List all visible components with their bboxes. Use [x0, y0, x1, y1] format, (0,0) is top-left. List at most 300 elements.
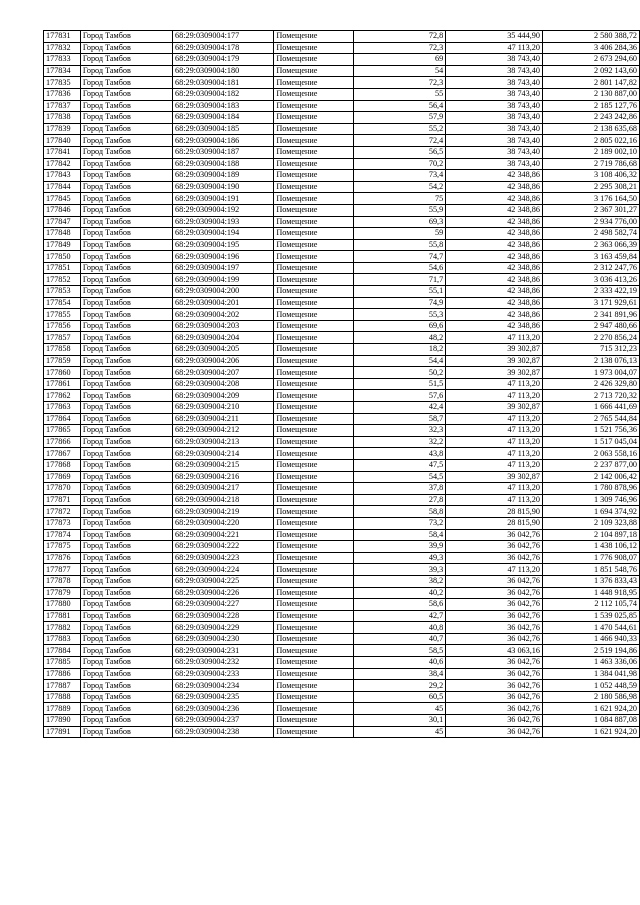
row-number-cell: 177875	[44, 541, 81, 553]
object-type-cell: Помещение	[274, 320, 353, 332]
row-number-cell: 177886	[44, 668, 81, 680]
cadastral-value-cell: 1 376 833,43	[542, 575, 639, 587]
table-row	[44, 135, 640, 147]
row-number-cell: 177870	[44, 483, 81, 495]
locality-cell: Город Тамбов	[80, 309, 172, 321]
cadastral-number-cell: 68:29:0309004:200	[173, 286, 274, 298]
area-cell: 73,4	[353, 170, 446, 182]
row-number-cell: 177860	[44, 367, 81, 379]
area-cell: 29,2	[353, 680, 446, 692]
locality-cell: Город Тамбов	[80, 100, 172, 112]
object-type-cell: Помещение	[274, 77, 353, 89]
locality-cell: Город Тамбов	[80, 715, 172, 727]
cadastral-value-cell: 1 621 924,20	[542, 726, 639, 738]
specific-value-cell: 42 348,86	[446, 251, 543, 263]
row-number-cell: 177833	[44, 54, 81, 66]
area-cell: 72,4	[353, 135, 446, 147]
object-type-cell: Помещение	[274, 552, 353, 564]
area-cell: 32,2	[353, 436, 446, 448]
locality-cell: Город Тамбов	[80, 610, 172, 622]
locality-cell: Город Тамбов	[80, 123, 172, 135]
cadastral-number-cell: 68:29:0309004:196	[173, 251, 274, 263]
area-cell: 27,8	[353, 494, 446, 506]
specific-value-cell: 36 042,76	[446, 599, 543, 611]
cadastral-number-cell: 68:29:0309004:177	[173, 31, 274, 43]
object-type-cell: Помещение	[274, 123, 353, 135]
cadastral-value-cell: 2 801 147,82	[542, 77, 639, 89]
cadastral-value-cell: 1 438 106,12	[542, 541, 639, 553]
cadastral-number-cell: 68:29:0309004:218	[173, 494, 274, 506]
specific-value-cell: 36 042,76	[446, 529, 543, 541]
specific-value-cell: 47 113,20	[446, 42, 543, 54]
cadastral-value-cell: 2 237 877,00	[542, 459, 639, 471]
locality-cell: Город Тамбов	[80, 564, 172, 576]
cadastral-number-cell: 68:29:0309004:187	[173, 146, 274, 158]
locality-cell: Город Тамбов	[80, 459, 172, 471]
cadastral-value-cell: 1 521 756,36	[542, 425, 639, 437]
table-row	[44, 355, 640, 367]
locality-cell: Город Тамбов	[80, 726, 172, 738]
locality-cell: Город Тамбов	[80, 135, 172, 147]
table-row	[44, 88, 640, 100]
row-number-cell: 177868	[44, 459, 81, 471]
locality-cell: Город Тамбов	[80, 297, 172, 309]
cadastral-value-cell: 3 036 413,26	[542, 274, 639, 286]
table-row	[44, 390, 640, 402]
object-type-cell: Помещение	[274, 575, 353, 587]
specific-value-cell: 42 348,86	[446, 309, 543, 321]
row-number-cell: 177831	[44, 31, 81, 43]
specific-value-cell: 36 042,76	[446, 726, 543, 738]
area-cell: 58,6	[353, 599, 446, 611]
object-type-cell: Помещение	[274, 274, 353, 286]
object-type-cell: Помещение	[274, 355, 353, 367]
specific-value-cell: 36 042,76	[446, 587, 543, 599]
row-number-cell: 177849	[44, 239, 81, 251]
cadastral-number-cell: 68:29:0309004:178	[173, 42, 274, 54]
area-cell: 75	[353, 193, 446, 205]
specific-value-cell: 42 348,86	[446, 170, 543, 182]
table-row	[44, 645, 640, 657]
table-row	[44, 599, 640, 611]
object-type-cell: Помещение	[274, 170, 353, 182]
object-type-cell: Помещение	[274, 610, 353, 622]
row-number-cell: 177883	[44, 633, 81, 645]
object-type-cell: Помещение	[274, 483, 353, 495]
row-number-cell: 177843	[44, 170, 81, 182]
row-number-cell: 177873	[44, 517, 81, 529]
object-type-cell: Помещение	[274, 668, 353, 680]
table-row	[44, 31, 640, 43]
cadastral-value-cell: 2 341 891,96	[542, 309, 639, 321]
locality-cell: Город Тамбов	[80, 645, 172, 657]
object-type-cell: Помещение	[274, 100, 353, 112]
locality-cell: Город Тамбов	[80, 181, 172, 193]
object-type-cell: Помещение	[274, 506, 353, 518]
area-cell: 54,4	[353, 355, 446, 367]
table-row	[44, 575, 640, 587]
object-type-cell: Помещение	[274, 135, 353, 147]
area-cell: 40,7	[353, 633, 446, 645]
cadastral-value-cell: 2 138 635,68	[542, 123, 639, 135]
cadastral-number-cell: 68:29:0309004:203	[173, 320, 274, 332]
object-type-cell: Помещение	[274, 332, 353, 344]
row-number-cell: 177842	[44, 158, 81, 170]
specific-value-cell: 42 348,86	[446, 181, 543, 193]
locality-cell: Город Тамбов	[80, 332, 172, 344]
table-row	[44, 425, 640, 437]
object-type-cell: Помещение	[274, 691, 353, 703]
area-cell: 60,5	[353, 691, 446, 703]
cadastral-number-cell: 68:29:0309004:179	[173, 54, 274, 66]
row-number-cell: 177841	[44, 146, 81, 158]
table-row	[44, 448, 640, 460]
locality-cell: Город Тамбов	[80, 112, 172, 124]
locality-cell: Город Тамбов	[80, 668, 172, 680]
area-cell: 51,5	[353, 378, 446, 390]
cadastral-value-cell: 2 270 856,24	[542, 332, 639, 344]
specific-value-cell: 42 348,86	[446, 286, 543, 298]
locality-cell: Город Тамбов	[80, 599, 172, 611]
object-type-cell: Помещение	[274, 633, 353, 645]
specific-value-cell: 35 444,90	[446, 31, 543, 43]
object-type-cell: Помещение	[274, 262, 353, 274]
cadastral-value-cell: 1 448 918,95	[542, 587, 639, 599]
specific-value-cell: 47 113,20	[446, 483, 543, 495]
object-type-cell: Помещение	[274, 517, 353, 529]
cadastral-number-cell: 68:29:0309004:216	[173, 471, 274, 483]
cadastral-value-cell: 2 580 388,72	[542, 31, 639, 43]
cadastral-number-cell: 68:29:0309004:189	[173, 170, 274, 182]
area-cell: 40,2	[353, 587, 446, 599]
table-row	[44, 633, 640, 645]
table-row	[44, 367, 640, 379]
cadastral-value-cell: 2 312 247,76	[542, 262, 639, 274]
table-row	[44, 436, 640, 448]
row-number-cell: 177869	[44, 471, 81, 483]
area-cell: 55,2	[353, 123, 446, 135]
row-number-cell: 177857	[44, 332, 81, 344]
table-row	[44, 506, 640, 518]
specific-value-cell: 38 743,40	[446, 77, 543, 89]
specific-value-cell: 38 743,40	[446, 112, 543, 124]
cadastral-value-cell: 3 108 406,32	[542, 170, 639, 182]
object-type-cell: Помещение	[274, 645, 353, 657]
row-number-cell: 177836	[44, 88, 81, 100]
locality-cell: Город Тамбов	[80, 228, 172, 240]
area-cell: 39,3	[353, 564, 446, 576]
cadastral-number-cell: 68:29:0309004:211	[173, 413, 274, 425]
cadastral-number-cell: 68:29:0309004:226	[173, 587, 274, 599]
table-row	[44, 587, 640, 599]
locality-cell: Город Тамбов	[80, 170, 172, 182]
cadastral-number-cell: 68:29:0309004:188	[173, 158, 274, 170]
area-cell: 74,7	[353, 251, 446, 263]
area-cell: 69,6	[353, 320, 446, 332]
area-cell: 50,2	[353, 367, 446, 379]
area-cell: 42,4	[353, 402, 446, 414]
area-cell: 58,5	[353, 645, 446, 657]
cadastral-number-cell: 68:29:0309004:212	[173, 425, 274, 437]
cadastral-number-cell: 68:29:0309004:222	[173, 541, 274, 553]
locality-cell: Город Тамбов	[80, 517, 172, 529]
specific-value-cell: 47 113,20	[446, 413, 543, 425]
row-number-cell: 177832	[44, 42, 81, 54]
specific-value-cell: 38 743,40	[446, 158, 543, 170]
area-cell: 40,6	[353, 657, 446, 669]
specific-value-cell: 47 113,20	[446, 390, 543, 402]
specific-value-cell: 42 348,86	[446, 274, 543, 286]
area-cell: 69	[353, 54, 446, 66]
cadastral-number-cell: 68:29:0309004:221	[173, 529, 274, 541]
object-type-cell: Помещение	[274, 42, 353, 54]
cadastral-value-cell: 1 780 878,96	[542, 483, 639, 495]
locality-cell: Город Тамбов	[80, 344, 172, 356]
locality-cell: Город Тамбов	[80, 691, 172, 703]
area-cell: 72,3	[353, 42, 446, 54]
cadastral-value-cell: 2 805 022,16	[542, 135, 639, 147]
cadastral-value-cell: 1 463 336,06	[542, 657, 639, 669]
object-type-cell: Помещение	[274, 286, 353, 298]
area-cell: 55	[353, 88, 446, 100]
locality-cell: Город Тамбов	[80, 622, 172, 634]
cadastral-number-cell: 68:29:0309004:215	[173, 459, 274, 471]
table-row	[44, 541, 640, 553]
cadastral-number-cell: 68:29:0309004:199	[173, 274, 274, 286]
cadastral-value-cell: 715 312,23	[542, 344, 639, 356]
cadastral-number-cell: 68:29:0309004:224	[173, 564, 274, 576]
cadastral-number-cell: 68:29:0309004:194	[173, 228, 274, 240]
object-type-cell: Помещение	[274, 471, 353, 483]
specific-value-cell: 47 113,20	[446, 564, 543, 576]
object-type-cell: Помещение	[274, 251, 353, 263]
cadastral-number-cell: 68:29:0309004:202	[173, 309, 274, 321]
row-number-cell: 177877	[44, 564, 81, 576]
table-row	[44, 54, 640, 66]
table-row	[44, 494, 640, 506]
table-row	[44, 309, 640, 321]
locality-cell: Город Тамбов	[80, 425, 172, 437]
cadastral-number-cell: 68:29:0309004:228	[173, 610, 274, 622]
specific-value-cell: 39 302,87	[446, 344, 543, 356]
specific-value-cell: 42 348,86	[446, 297, 543, 309]
table-row	[44, 529, 640, 541]
cadastral-number-cell: 68:29:0309004:208	[173, 378, 274, 390]
object-type-cell: Помещение	[274, 402, 353, 414]
cadastral-value-cell: 3 171 929,61	[542, 297, 639, 309]
cadastral-value-cell: 3 176 164,50	[542, 193, 639, 205]
specific-value-cell: 43 063,16	[446, 645, 543, 657]
specific-value-cell: 47 113,20	[446, 448, 543, 460]
cadastral-value-cell: 3 406 284,36	[542, 42, 639, 54]
area-cell: 57,9	[353, 112, 446, 124]
area-cell: 70,2	[353, 158, 446, 170]
cadastral-number-cell: 68:29:0309004:195	[173, 239, 274, 251]
object-type-cell: Помещение	[274, 158, 353, 170]
row-number-cell: 177840	[44, 135, 81, 147]
table-row	[44, 297, 640, 309]
area-cell: 42,7	[353, 610, 446, 622]
locality-cell: Город Тамбов	[80, 506, 172, 518]
locality-cell: Город Тамбов	[80, 355, 172, 367]
table-row	[44, 286, 640, 298]
cadastral-number-cell: 68:29:0309004:229	[173, 622, 274, 634]
specific-value-cell: 36 042,76	[446, 575, 543, 587]
cadastral-value-cell: 2 092 143,60	[542, 65, 639, 77]
area-cell: 58,7	[353, 413, 446, 425]
row-number-cell: 177852	[44, 274, 81, 286]
object-type-cell: Помещение	[274, 204, 353, 216]
object-type-cell: Помещение	[274, 529, 353, 541]
cadastral-value-cell: 1 466 940,33	[542, 633, 639, 645]
cadastral-value-cell: 1 517 045,04	[542, 436, 639, 448]
object-type-cell: Помещение	[274, 297, 353, 309]
object-type-cell: Помещение	[274, 587, 353, 599]
row-number-cell: 177890	[44, 715, 81, 727]
object-type-cell: Помещение	[274, 228, 353, 240]
table-row	[44, 42, 640, 54]
cadastral-number-cell: 68:29:0309004:209	[173, 390, 274, 402]
specific-value-cell: 36 042,76	[446, 657, 543, 669]
area-cell: 56,5	[353, 146, 446, 158]
row-number-cell: 177856	[44, 320, 81, 332]
area-cell: 43,8	[353, 448, 446, 460]
locality-cell: Город Тамбов	[80, 436, 172, 448]
cadastral-number-cell: 68:29:0309004:213	[173, 436, 274, 448]
cadastral-value-cell: 2 363 066,39	[542, 239, 639, 251]
locality-cell: Город Тамбов	[80, 54, 172, 66]
cadastral-number-cell: 68:29:0309004:219	[173, 506, 274, 518]
object-type-cell: Помещение	[274, 31, 353, 43]
object-type-cell: Помещение	[274, 564, 353, 576]
specific-value-cell: 38 743,40	[446, 65, 543, 77]
cadastral-number-cell: 68:29:0309004:205	[173, 344, 274, 356]
area-cell: 57,6	[353, 390, 446, 402]
cadastral-number-cell: 68:29:0309004:232	[173, 657, 274, 669]
cadastral-number-cell: 68:29:0309004:207	[173, 367, 274, 379]
specific-value-cell: 36 042,76	[446, 633, 543, 645]
specific-value-cell: 47 113,20	[446, 494, 543, 506]
area-cell: 59	[353, 228, 446, 240]
locality-cell: Город Тамбов	[80, 320, 172, 332]
table-row	[44, 158, 640, 170]
cadastral-value-cell: 2 673 294,60	[542, 54, 639, 66]
locality-cell: Город Тамбов	[80, 193, 172, 205]
cadastral-value-cell: 2 719 786,68	[542, 158, 639, 170]
specific-value-cell: 39 302,87	[446, 355, 543, 367]
object-type-cell: Помещение	[274, 146, 353, 158]
area-cell: 45	[353, 726, 446, 738]
locality-cell: Город Тамбов	[80, 552, 172, 564]
cadastral-value-cell: 1 470 544,61	[542, 622, 639, 634]
object-type-cell: Помещение	[274, 88, 353, 100]
locality-cell: Город Тамбов	[80, 541, 172, 553]
specific-value-cell: 42 348,86	[446, 320, 543, 332]
specific-value-cell: 36 042,76	[446, 680, 543, 692]
cadastral-number-cell: 68:29:0309004:233	[173, 668, 274, 680]
area-cell: 55,8	[353, 239, 446, 251]
row-number-cell: 177871	[44, 494, 81, 506]
area-cell: 45	[353, 703, 446, 715]
row-number-cell: 177876	[44, 552, 81, 564]
cadastral-number-cell: 68:29:0309004:197	[173, 262, 274, 274]
table-row	[44, 378, 640, 390]
area-cell: 54,5	[353, 471, 446, 483]
cadastral-value-cell: 2 498 582,74	[542, 228, 639, 240]
row-number-cell: 177885	[44, 657, 81, 669]
locality-cell: Город Тамбов	[80, 262, 172, 274]
cadastral-number-cell: 68:29:0309004:231	[173, 645, 274, 657]
object-type-cell: Помещение	[274, 448, 353, 460]
object-type-cell: Помещение	[274, 657, 353, 669]
area-cell: 58,8	[353, 506, 446, 518]
locality-cell: Город Тамбов	[80, 216, 172, 228]
specific-value-cell: 36 042,76	[446, 541, 543, 553]
table-row	[44, 471, 640, 483]
cadastral-value-cell: 2 333 422,19	[542, 286, 639, 298]
cadastral-number-cell: 68:29:0309004:235	[173, 691, 274, 703]
cadastral-number-cell: 68:29:0309004:237	[173, 715, 274, 727]
row-number-cell: 177888	[44, 691, 81, 703]
table-row	[44, 77, 640, 89]
specific-value-cell: 36 042,76	[446, 552, 543, 564]
specific-value-cell: 38 743,40	[446, 135, 543, 147]
cadastral-value-cell: 1 084 887,08	[542, 715, 639, 727]
object-type-cell: Помещение	[274, 390, 353, 402]
cadastral-number-cell: 68:29:0309004:227	[173, 599, 274, 611]
row-number-cell: 177879	[44, 587, 81, 599]
table-row	[44, 703, 640, 715]
locality-cell: Город Тамбов	[80, 146, 172, 158]
specific-value-cell: 38 743,40	[446, 146, 543, 158]
locality-cell: Город Тамбов	[80, 88, 172, 100]
specific-value-cell: 42 348,86	[446, 262, 543, 274]
locality-cell: Город Тамбов	[80, 204, 172, 216]
row-number-cell: 177835	[44, 77, 81, 89]
specific-value-cell: 36 042,76	[446, 622, 543, 634]
cadastral-value-cell: 2 138 076,13	[542, 355, 639, 367]
cadastral-value-cell: 2 243 242,86	[542, 112, 639, 124]
object-type-cell: Помещение	[274, 367, 353, 379]
specific-value-cell: 42 348,86	[446, 239, 543, 251]
row-number-cell: 177853	[44, 286, 81, 298]
locality-cell: Город Тамбов	[80, 448, 172, 460]
table-row	[44, 657, 640, 669]
cadastral-number-cell: 68:29:0309004:214	[173, 448, 274, 460]
table-row	[44, 413, 640, 425]
cadastral-number-cell: 68:29:0309004:236	[173, 703, 274, 715]
cadastral-value-cell: 2 189 002,10	[542, 146, 639, 158]
area-cell: 48,2	[353, 332, 446, 344]
table-row	[44, 483, 640, 495]
row-number-cell: 177882	[44, 622, 81, 634]
table-row	[44, 100, 640, 112]
area-cell: 58,4	[353, 529, 446, 541]
area-cell: 54,2	[353, 181, 446, 193]
specific-value-cell: 38 743,40	[446, 100, 543, 112]
row-number-cell: 177837	[44, 100, 81, 112]
table-row	[44, 320, 640, 332]
area-cell: 32,3	[353, 425, 446, 437]
cadastral-number-cell: 68:29:0309004:204	[173, 332, 274, 344]
row-number-cell: 177834	[44, 65, 81, 77]
object-type-cell: Помещение	[274, 239, 353, 251]
cadastral-value-cell: 1 309 746,96	[542, 494, 639, 506]
cadastral-number-cell: 68:29:0309004:223	[173, 552, 274, 564]
table-row	[44, 402, 640, 414]
cadastral-value-cell: 2 295 308,21	[542, 181, 639, 193]
object-type-cell: Помещение	[274, 541, 353, 553]
